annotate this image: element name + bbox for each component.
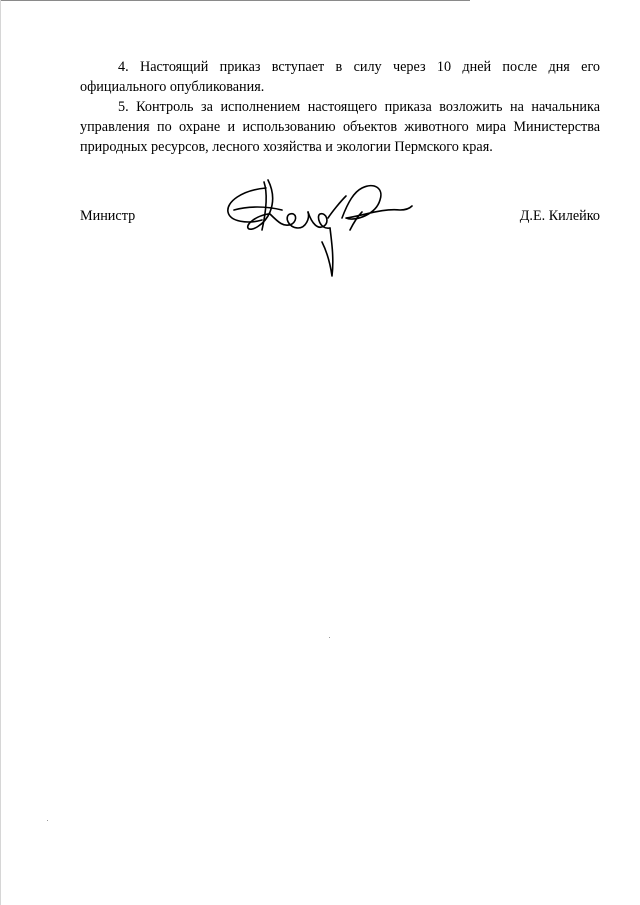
handwritten-signature [222,172,418,280]
clause-5-paragraph: 5. Контроль за исполнением настоящего приказа возложить на начальника управления по охране и использованию объектов животного мира Министерства природных ресурсов, лесного хозяйства и экологии Пермского края. [80,99,600,155]
scan-speck [329,637,330,638]
clause-4-paragraph: 4. Настоящий приказ вступает в силу через 10 дней после дня его официального опубликования. [80,59,600,95]
signatory-role: Министр [80,208,136,224]
scan-top-edge [0,0,470,1]
scan-speck [47,820,48,821]
signatory-name: Д.Е. Килейко [519,208,600,224]
scan-left-edge [0,0,1,905]
